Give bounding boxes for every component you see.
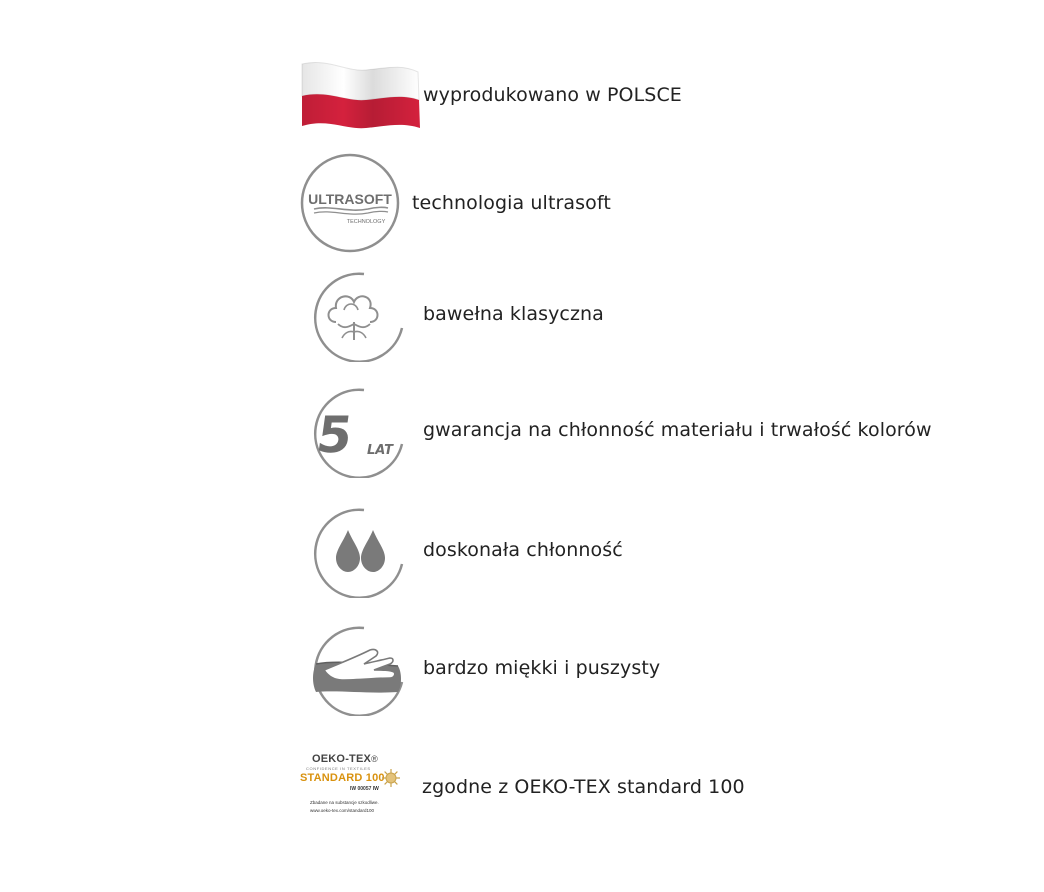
oeko-tex-tagline: CONFIDENCE IN TEXTILES xyxy=(306,766,371,771)
sun-emblem-icon xyxy=(382,769,400,787)
cotton-flower-icon xyxy=(298,266,408,362)
feature-oeko-tex xyxy=(298,751,745,823)
svg-text:LAT: LAT xyxy=(367,443,393,458)
feature-absorbency xyxy=(298,502,623,598)
oeko-tex-logo-icon xyxy=(298,751,400,823)
poland-flag-icon xyxy=(298,58,422,132)
oeko-tex-url: www.oeko-tex.com/standard100 xyxy=(310,808,375,813)
feature-label: gwarancja na chłonność materiału i trwałość kolorów xyxy=(423,419,932,441)
feature-label: wyprodukowano w POLSCE xyxy=(423,84,682,106)
svg-text:5: 5 xyxy=(313,405,357,464)
feature-label: bawełna klasyczna xyxy=(423,303,604,325)
feature-label: doskonała chłonność xyxy=(423,539,623,561)
feature-five-year-guarantee xyxy=(298,382,932,478)
ultrasoft-technology-icon xyxy=(298,153,402,253)
oeko-tex-title: OEKO-TEX® xyxy=(312,753,378,765)
water-drops-icon xyxy=(298,502,408,598)
five-year-guarantee-icon xyxy=(298,382,408,478)
feature-label: bardzo miękki i puszysty xyxy=(423,657,661,679)
oeko-tex-standard: STANDARD 100 xyxy=(300,772,385,784)
hand-on-cushion-icon xyxy=(298,620,408,716)
feature-label: zgodne z OEKO-TEX standard 100 xyxy=(422,776,745,798)
feature-label: technologia ultrasoft xyxy=(412,192,611,214)
svg-text:ULTRASOFT: ULTRASOFT xyxy=(308,191,392,207)
svg-text:TECHNOLOGY: TECHNOLOGY xyxy=(346,219,386,225)
feature-classic-cotton xyxy=(298,266,604,362)
feature-ultrasoft xyxy=(298,153,611,253)
oeko-tex-tested-note: Zbadane na substancje szkodliwe. xyxy=(310,800,379,805)
oeko-tex-certificate: IW 00057 IW xyxy=(350,786,379,792)
feature-soft-fluffy xyxy=(298,620,660,716)
feature-made-in-poland xyxy=(298,58,682,132)
